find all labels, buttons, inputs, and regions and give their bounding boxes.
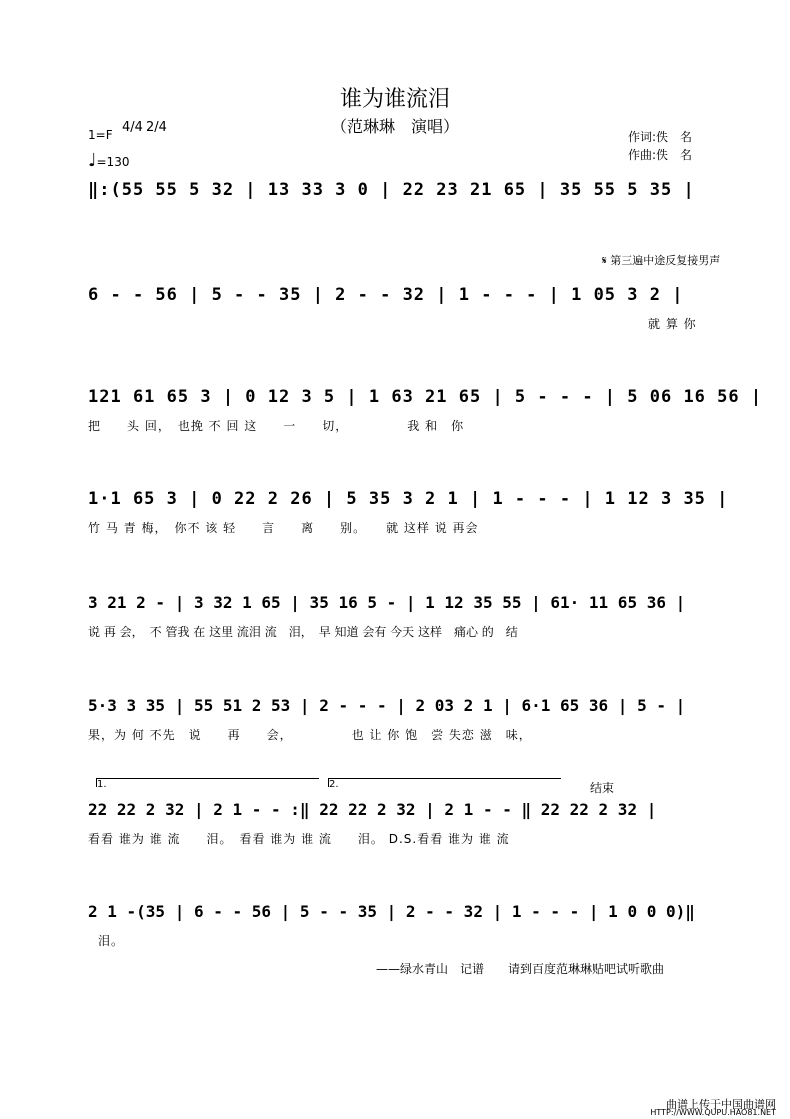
notation-line: 5·3 3 35 | 55 51 2 53 | 2 - - - | 2 03 2 1 | 6·1 65 36 | 5 - | [88,696,686,715]
segno-annotation [602,252,720,268]
transcriber-credit: ——绿水青山 记谱 请到百度范琳琳贴吧试听歌曲 [376,962,665,976]
composer-credit: 作曲:佚 名 [628,148,693,162]
segno-icon: 𝄋 [602,254,607,267]
notation-line: 6 - - 56 | 5 - - 35 | 2 - - 32 | 1 - - - | 1 05 3 2 | [88,285,684,305]
fine-marking: 结束 [590,781,615,795]
tempo-value: =130 [96,155,130,169]
first-ending-bracket: 1. [96,778,319,787]
song-subtitle: （范琳琳 演唱） [330,117,459,136]
watermark-site-url: HTTP://WWW.QUPU.HAO81.NET [650,1108,776,1117]
time-signature-primary: 4/4 [122,120,143,135]
lyric-line: 看看 谁为 谁 流 泪。 看看 谁为 谁 流 泪。 D.S.看看 谁为 谁 流 [88,832,510,846]
lyric-line: 把 头 回， 也挽 不 回 这 一 切， 我 和 你 [88,419,465,433]
lyricist-credit: 作词:佚 名 [628,130,693,144]
lyric-line: 就 算 你 [648,317,697,331]
lyric-line: 竹 马 青 梅， 你不 该 轻 言 离 别。 就 这样 说 再会 [88,521,479,535]
time-signature-secondary: 2/4 [146,120,167,135]
tempo-marking [88,150,129,171]
notation-line: 22 22 2 32 | 2 1 - - :‖ 22 22 2 32 | 2 1 - - ‖ 22 22 2 32 | [88,800,657,819]
watermark-site-name: 曲谱上传于中国曲谱网 [666,1098,776,1111]
notation-line: 2 1 -(35 | 6 - - 56 | 5 - - 35 | 2 - - 32 | 1 - - - | 1 0 0 0)‖ [88,902,695,921]
lyric-line: 泪。 [98,934,125,948]
annotation-text: 第三遍中途反复接男声 [610,254,721,267]
notation-line: ‖:(55 55 5 32 | 13 33 3 0 | 22 23 21 65 | 35 55 5 35 | [88,180,695,200]
notation-line: 1·1 65 3 | 0 22 2 26 | 5 35 3 2 1 | 1 - - - | 1 12 3 35 | [88,489,729,509]
song-title: 谁为谁流泪 [339,87,450,112]
lyric-line: 果，为 何 不先 说 再 会， 也 让 你 饱 尝 失恋 滋 味， [88,728,532,742]
quarter-note-icon: ♩ [88,150,97,171]
notation-line: 121 61 65 3 | 0 12 3 5 | 1 63 21 65 | 5 - - - | 5 06 16 56 | [88,387,763,407]
key-signature: 1=F [88,128,113,142]
notation-line: 3 21 2 - | 3 32 1 65 | 35 16 5 - | 1 12 35 55 | 61· 11 65 36 | [88,593,686,612]
lyric-line: 说 再 会， 不 管我 在 这里 流泪 流 泪， 早 知道 会有 今天 这样 痛心 的 结 [88,625,518,639]
second-ending-bracket: 2. [328,778,561,787]
